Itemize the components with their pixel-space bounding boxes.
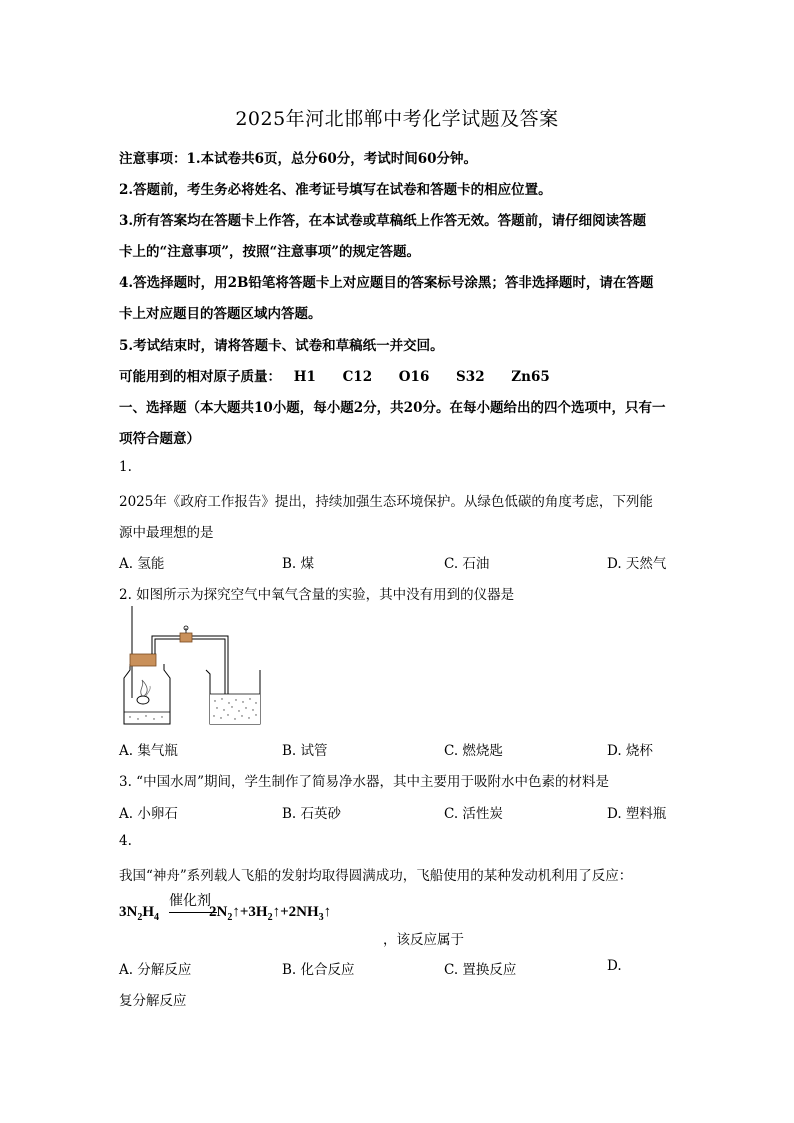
atomic-mass-o: O16: [398, 369, 430, 385]
q2-option-c: C. 燃烧匙: [444, 743, 503, 759]
catalyst-label: 催化剂: [169, 893, 211, 909]
q1-option-d: D. 天然气: [607, 556, 667, 572]
atomic-mass-label: 可能用到的相对原子质量：: [119, 369, 281, 385]
q4-option-a: A. 分解反应: [119, 962, 192, 978]
note-4a: 4.答选择题时，用2B铅笔将答题卡上对应题目的答案标号涂黑；答非选择题时，请在答题: [119, 275, 654, 291]
q4-option-d-text: 复分解反应: [119, 993, 187, 1009]
q2-option-d: D. 烧杯: [607, 743, 653, 759]
q4-stem-tail: ，该反应属于: [383, 932, 464, 948]
q4-option-b: B. 化合反应: [282, 962, 355, 978]
page-title: 2025年河北邯郸中考化学试题及答案: [235, 108, 559, 130]
flame: [141, 680, 147, 696]
q1-option-b: B. 煤: [282, 556, 315, 572]
q3-option-b: B. 石英砂: [282, 806, 342, 822]
atomic-mass-c: C12: [342, 369, 373, 385]
atomic-mass-h: H1: [293, 369, 316, 385]
note-4b: 卡上对应题目的答题区域内答题。: [119, 306, 322, 322]
q1-number: 1.: [119, 459, 132, 475]
q3-option-a: A. 小卵石: [119, 806, 178, 822]
q2-option-b: B. 试管: [282, 743, 328, 759]
note-3b: 卡上的“注意事项”，按照“注意事项”的规定答题。: [119, 244, 421, 260]
q1-option-a: A. 氢能: [119, 556, 165, 572]
equation-text: $3N_2H_4$ $2N_2↑+3H_2↑+2NH_3↑$: [119, 904, 332, 923]
spring-clamp: [180, 633, 192, 642]
section-heading-2: 项符合题意）: [119, 431, 200, 447]
combustion-spoon: [137, 696, 149, 704]
chemical-equation: [119, 890, 419, 930]
note-2: 2.答题前，考生务必将姓名、准考证号填写在试卷和答题卡的相应位置。: [119, 182, 552, 198]
section-heading-1: 一、选择题（本大题共10小题，每小题2分，共20分。在每小题给出的四个选项中，只有一: [119, 400, 666, 416]
q2-option-a: A. 集气瓶: [119, 743, 178, 759]
q3-option-d: D. 塑料瓶: [607, 806, 667, 822]
oxygen-experiment-figure: [118, 606, 268, 730]
q4-number: 4.: [119, 833, 132, 849]
atomic-mass-line: [119, 365, 572, 385]
q4-option-c: C. 置换反应: [444, 962, 517, 978]
atomic-mass-zn: Zn65: [511, 369, 550, 385]
q3-stem: 3. “中国水周”期间，学生制作了简易净水器，其中主要用于吸附水中色素的材料是: [119, 774, 609, 790]
q1-option-c: C. 石油: [444, 556, 490, 572]
note-3a: 3.所有答案均在答题卡上作答，在本试卷或草稿纸上作答无效。答题前，请仔细阅读答题: [119, 213, 647, 229]
note-1: 注意事项：1.本试卷共6页，总分60分，考试时间60分钟。: [119, 151, 478, 167]
q4-stem: 我国“神舟”系列载人飞船的发射均取得圆满成功，飞船使用的某种发动机利用了反应：: [119, 868, 633, 884]
note-5: 5.考试结束时，请将答题卡、试卷和草稿纸一并交回。: [119, 338, 444, 354]
rubber-stopper: [130, 654, 156, 666]
q1-stem-a: 2025年《政府工作报告》提出，持续加强生态环境保护。从绿色低碳的角度考虑，下列能: [119, 494, 653, 510]
atomic-mass-s: S32: [456, 369, 485, 385]
q4-option-d: D.: [607, 958, 622, 974]
q2-stem: 2. 如图所示为探究空气中氧气含量的实验，其中没有用到的仪器是: [119, 587, 515, 603]
q1-stem-b: 源中最理想的是: [119, 525, 214, 541]
q3-option-c: C. 活性炭: [444, 806, 503, 822]
